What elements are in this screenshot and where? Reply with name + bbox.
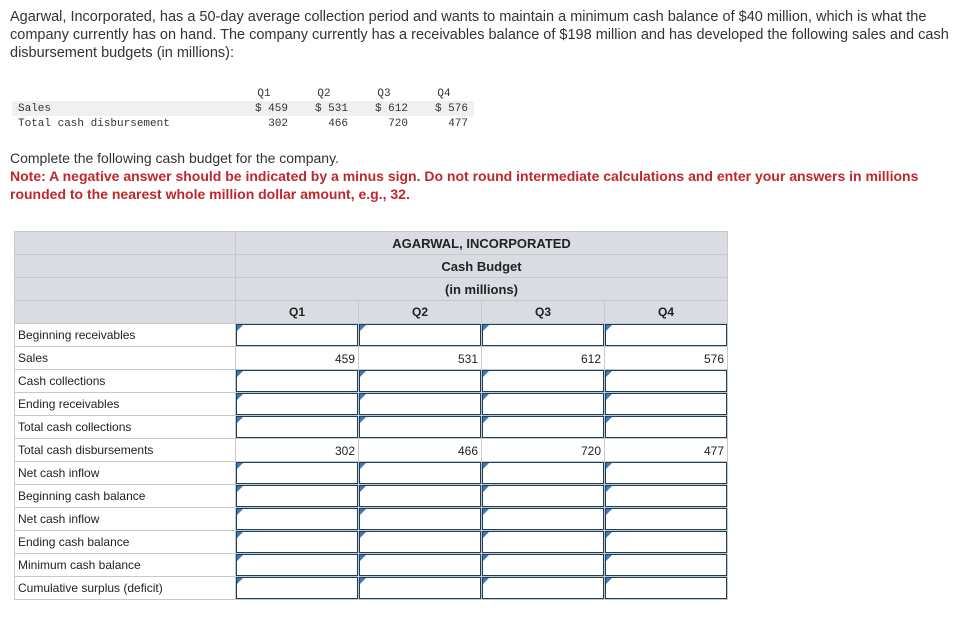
budget-row-label: Beginning cash balance bbox=[15, 485, 236, 508]
budget-answer-input[interactable] bbox=[236, 531, 358, 553]
cash-budget-table bbox=[14, 231, 728, 600]
given-sales-q3: $ 612 bbox=[354, 101, 414, 116]
budget-answer-input[interactable] bbox=[359, 577, 481, 599]
problem-intro-text: Agarwal, Incorporated, has a 50-day average collection period and wants to maintain a minimum cash balance of $40 million, which is what the company currently has on hand. The company currently has a receivables balance of $198 million and has developed the following sales and cash disbursement budgets (in millions): bbox=[10, 9, 949, 61]
budget-answer-input[interactable] bbox=[236, 324, 358, 346]
budget-row-label: Net cash inflow bbox=[15, 508, 236, 531]
budget-answer-input[interactable] bbox=[359, 485, 481, 507]
budget-row bbox=[15, 416, 728, 439]
given-header-q2: Q2 bbox=[317, 87, 331, 100]
budget-row-label: Net cash inflow bbox=[15, 462, 236, 485]
budget-given-value: 459 bbox=[334, 352, 355, 366]
given-sales-q1: $ 459 bbox=[234, 101, 294, 116]
budget-row-label: Sales bbox=[15, 347, 236, 370]
budget-answer-input[interactable] bbox=[605, 370, 727, 392]
budget-given-value: 576 bbox=[703, 352, 725, 366]
budget-answer-input[interactable] bbox=[359, 393, 481, 415]
budget-row bbox=[15, 439, 728, 462]
budget-row-label: Minimum cash balance bbox=[15, 554, 236, 577]
budget-header-q2: Q2 bbox=[359, 301, 482, 324]
budget-header-q4: Q4 bbox=[605, 301, 728, 324]
budget-header-q1: Q1 bbox=[236, 301, 359, 324]
given-disb-q1: 302 bbox=[268, 117, 288, 130]
budget-header-q3: Q3 bbox=[482, 301, 605, 324]
budget-answer-input[interactable] bbox=[236, 462, 358, 484]
budget-row bbox=[15, 485, 728, 508]
budget-answer-input[interactable] bbox=[359, 370, 481, 392]
budget-row-label: Cash collections bbox=[15, 370, 236, 393]
budget-answer-input[interactable] bbox=[482, 554, 604, 576]
budget-row-label: Total cash collections bbox=[15, 416, 236, 439]
budget-answer-input[interactable] bbox=[359, 324, 481, 346]
given-disb-label: Total cash disbursement bbox=[18, 117, 170, 130]
budget-answer-input[interactable] bbox=[482, 393, 604, 415]
budget-row bbox=[15, 577, 728, 600]
given-disb-row bbox=[12, 116, 474, 131]
given-budget-table bbox=[12, 86, 474, 131]
given-header-q4: Q4 bbox=[437, 87, 451, 100]
budget-answer-input[interactable] bbox=[605, 554, 727, 576]
given-sales-label: Sales bbox=[12, 101, 234, 116]
budget-answer-input[interactable] bbox=[482, 462, 604, 484]
budget-given-value: 477 bbox=[703, 444, 725, 458]
budget-answer-input[interactable] bbox=[236, 370, 358, 392]
given-sales-q4: $ 576 bbox=[414, 101, 474, 116]
budget-given-value: 612 bbox=[580, 352, 601, 366]
budget-answer-input[interactable] bbox=[359, 554, 481, 576]
given-sales-row bbox=[12, 101, 474, 116]
budget-answer-input[interactable] bbox=[359, 462, 481, 484]
budget-row bbox=[15, 370, 728, 393]
budget-answer-input[interactable] bbox=[605, 416, 727, 438]
budget-row-label: Ending receivables bbox=[15, 393, 236, 416]
budget-answer-input[interactable] bbox=[605, 531, 727, 553]
budget-body bbox=[15, 324, 728, 600]
budget-answer-input[interactable] bbox=[482, 531, 604, 553]
given-disb-q4: 477 bbox=[448, 117, 468, 130]
budget-row bbox=[15, 462, 728, 485]
budget-answer-input[interactable] bbox=[482, 577, 604, 599]
budget-given-value: 466 bbox=[457, 444, 478, 458]
budget-answer-input[interactable] bbox=[605, 393, 727, 415]
budget-given-value: 302 bbox=[334, 444, 355, 458]
given-header-row bbox=[12, 86, 474, 101]
budget-answer-input[interactable] bbox=[482, 485, 604, 507]
note-text: Note: A negative answer should be indicated by a minus sign. Do not round intermediate calculations and enter your answers in millions rounded to the nearest whole million dollar amount, e.g., 32. bbox=[10, 168, 919, 202]
given-header-q1: Q1 bbox=[257, 87, 271, 100]
instruction-text: Complete the following cash budget for the company. bbox=[10, 150, 339, 166]
budget-answer-input[interactable] bbox=[359, 508, 481, 530]
budget-row-label: Total cash disbursements bbox=[15, 439, 236, 462]
budget-units-row bbox=[15, 278, 728, 301]
budget-answer-input[interactable] bbox=[605, 577, 727, 599]
budget-answer-input[interactable] bbox=[236, 554, 358, 576]
budget-given-value: 720 bbox=[580, 444, 601, 458]
given-disb-q2: 466 bbox=[328, 117, 348, 130]
budget-answer-input[interactable] bbox=[482, 324, 604, 346]
budget-row-label: Ending cash balance bbox=[15, 531, 236, 554]
budget-quarter-header-row bbox=[15, 301, 728, 324]
budget-row bbox=[15, 531, 728, 554]
budget-answer-input[interactable] bbox=[236, 577, 358, 599]
budget-row bbox=[15, 508, 728, 531]
budget-answer-input[interactable] bbox=[236, 416, 358, 438]
budget-answer-input[interactable] bbox=[605, 508, 727, 530]
budget-answer-input[interactable] bbox=[482, 508, 604, 530]
budget-answer-input[interactable] bbox=[236, 393, 358, 415]
budget-answer-input[interactable] bbox=[605, 485, 727, 507]
budget-title-row bbox=[15, 255, 728, 278]
budget-row-label: Beginning receivables bbox=[15, 324, 236, 347]
budget-row bbox=[15, 324, 728, 347]
given-header-q3: Q3 bbox=[377, 87, 391, 100]
budget-row bbox=[15, 554, 728, 577]
budget-units: (in millions) bbox=[236, 278, 728, 301]
budget-row bbox=[15, 347, 728, 370]
budget-answer-input[interactable] bbox=[605, 462, 727, 484]
budget-row-label: Cumulative surplus (deficit) bbox=[15, 577, 236, 600]
given-disb-q3: 720 bbox=[388, 117, 408, 130]
budget-row bbox=[15, 393, 728, 416]
budget-given-value: 531 bbox=[457, 352, 478, 366]
budget-answer-input[interactable] bbox=[236, 485, 358, 507]
budget-company-name: AGARWAL, INCORPORATED bbox=[236, 232, 728, 255]
budget-answer-input[interactable] bbox=[359, 531, 481, 553]
budget-answer-input[interactable] bbox=[482, 370, 604, 392]
budget-answer-input[interactable] bbox=[236, 508, 358, 530]
budget-answer-input[interactable] bbox=[482, 416, 604, 438]
given-sales-q2: $ 531 bbox=[294, 101, 354, 116]
budget-company-row bbox=[15, 232, 728, 255]
budget-title: Cash Budget bbox=[236, 255, 728, 278]
budget-answer-input[interactable] bbox=[605, 324, 727, 346]
budget-answer-input[interactable] bbox=[359, 416, 481, 438]
